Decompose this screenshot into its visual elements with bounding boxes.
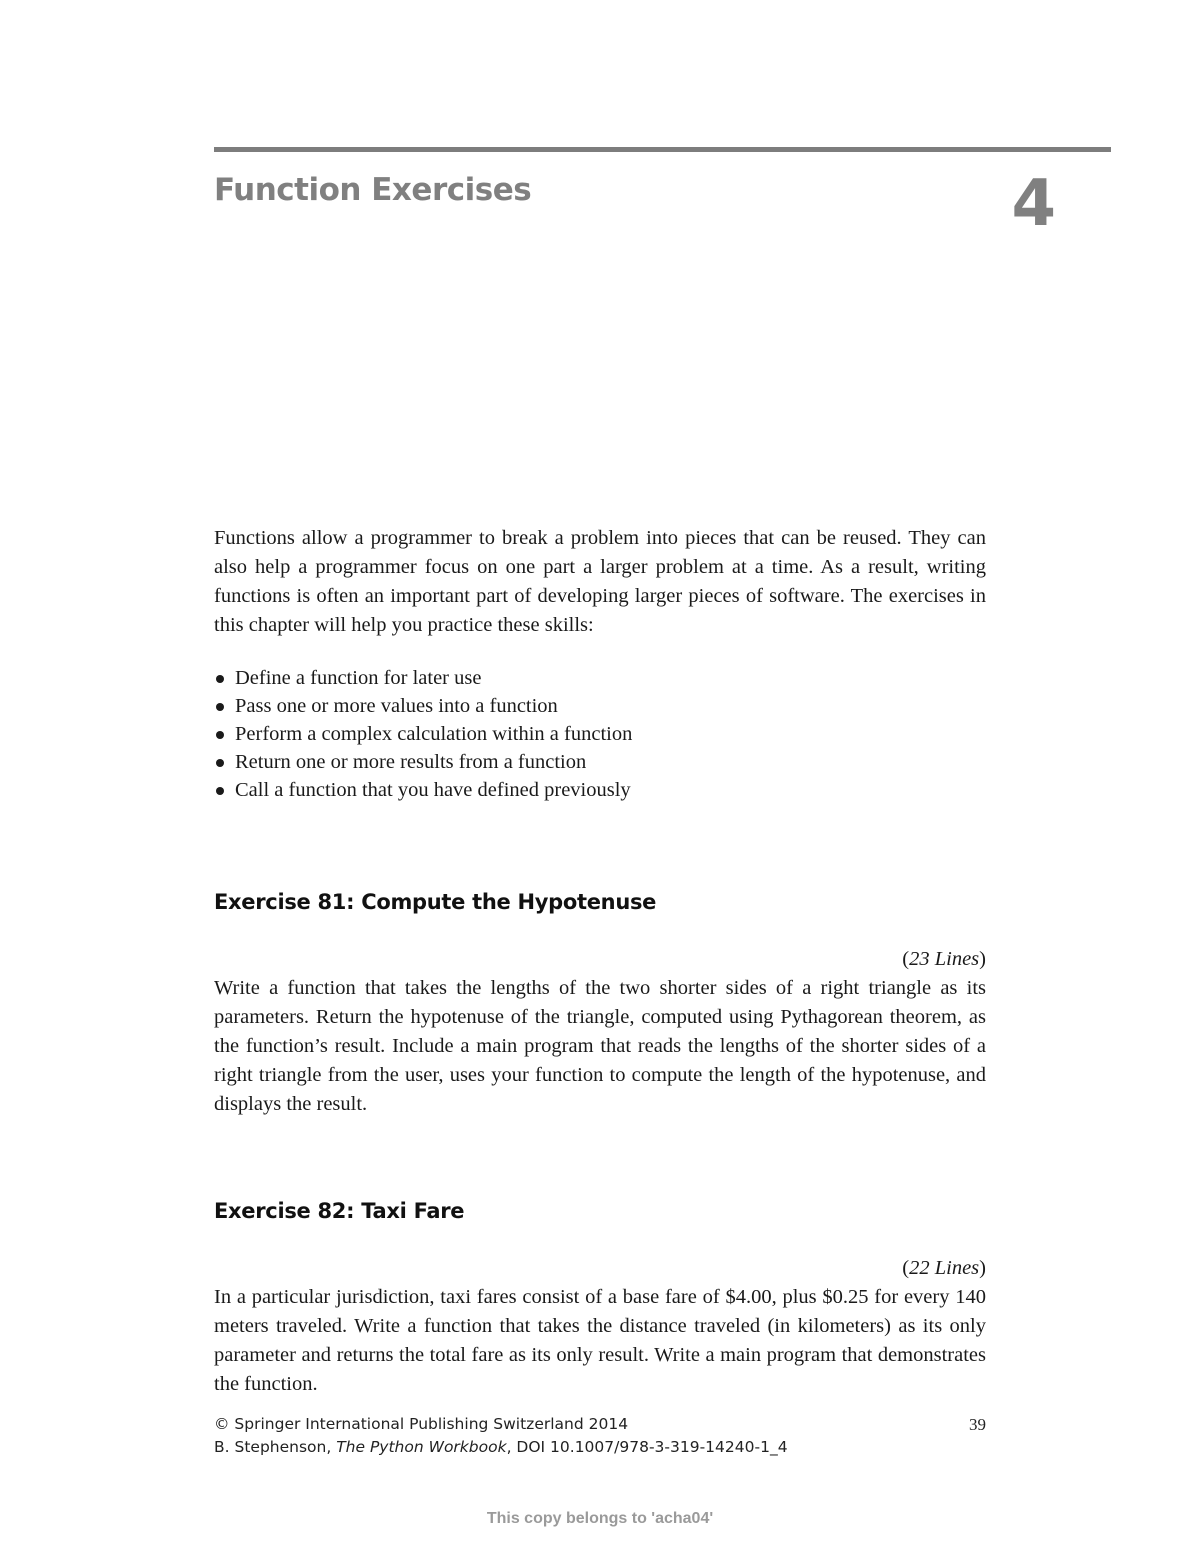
chapter-title: Function Exercises [214,172,532,208]
list-item-text: Pass one or more values into a function [235,695,558,717]
list-item-text: Return one or more results from a function [235,751,587,773]
exercise-82-line-count: (22 Lines) [902,1257,986,1279]
bullet-icon [216,759,224,767]
list-item-text: Perform a complex calculation within a function [235,723,633,745]
exercise-82-text: In a particular jurisdiction, taxi fares consist of a base fare of $4.00, plus $0.25 for every 140 meters traveled. Write a function that takes the distance traveled (in kilometers) as its only parameter and returns the total fare as its only result. Write a main program that demonstrates the function. [214,1286,986,1395]
exercise-81-text: Write a function that takes the lengths of the two shorter sides of a right triangle as its parameters. Return the hypotenuse of the triangle, computed using Pythagorean theorem, as the function’s result. Include a main program that reads the lengths of the shorter sides of a right triangle from the user, uses your function to compute the length of the hypotenuse, and displays the result. [214,977,986,1115]
page-number: 39 [969,1415,986,1434]
bullet-icon [216,731,224,739]
citation-author: B. Stephenson, [214,1438,337,1456]
chapter-number: 4 [1011,167,1056,241]
copyright-text: © Springer International Publishing Switzerland 2014 [214,1415,629,1433]
list-item [214,776,632,804]
footer-citation [214,1436,986,1459]
footer-copyright-line [214,1413,986,1436]
citation-doi: , DOI 10.1007/978-3-319-14240-1_4 [506,1438,788,1456]
list-item [214,748,632,776]
bullet-icon [216,675,224,683]
list-item [214,664,632,692]
chapter-top-rule [214,147,1111,152]
bullet-icon [216,787,224,795]
exercise-81-heading: Exercise 81: Compute the Hypotenuse [214,890,657,914]
skills-list [214,664,632,804]
exercise-81-line-count: (23 Lines) [902,948,986,970]
watermark: This copy belongs to 'acha04' [486,1510,714,1527]
bullet-icon [216,703,224,711]
intro-paragraph: Functions allow a programmer to break a problem into pieces that can be reused. They can also help a programmer focus on one part a larger problem at a time. As a result, writing functions is often an important part of developing larger pieces of software. The exercises in this chapter will help you practice these skills: [214,527,986,636]
exercise-82-heading: Exercise 82: Taxi Fare [214,1199,465,1223]
list-item [214,692,632,720]
list-item-text: Call a function that you have defined previously [235,779,631,801]
list-item-text: Define a function for later use [235,667,482,689]
list-item [214,720,632,748]
citation-book-title: The Python Workbook [336,1438,507,1456]
